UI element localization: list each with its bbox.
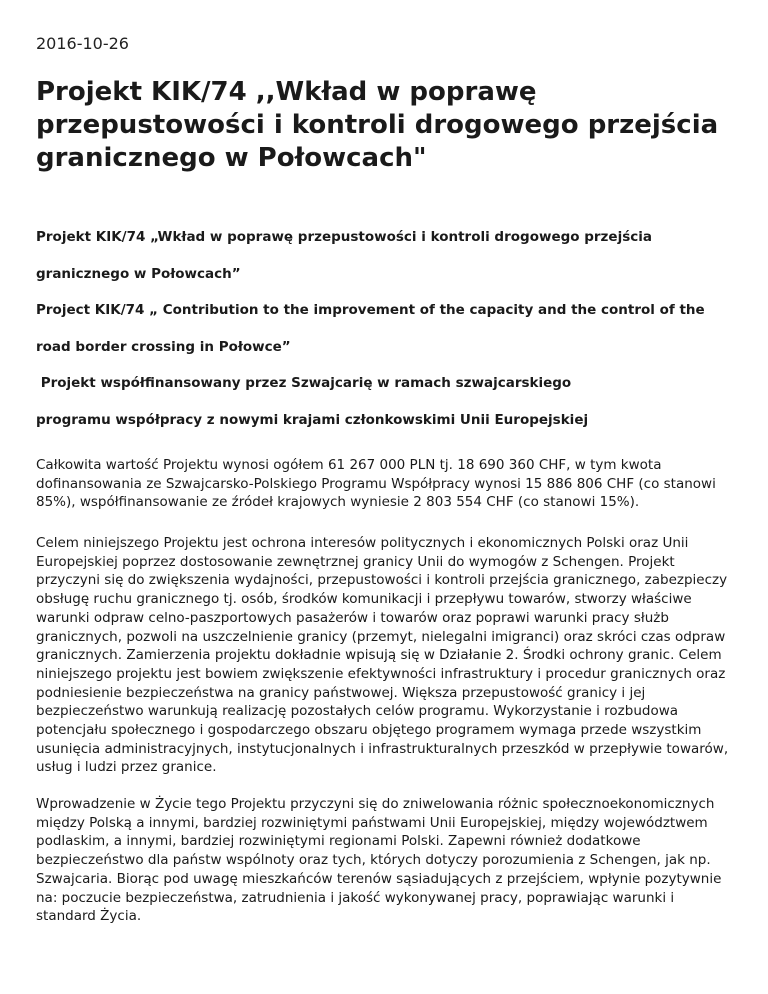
- bold-line-project-en-2: road border crossing in Połowce”: [36, 338, 291, 355]
- paragraph-project-impact: Wprowadzenie w Życie tego Projektu przyczyni się do zniwelowania różnic społecznoekonomicznych między Polską a innymi, bardziej rozwiniętymi państwami Unii Europejskiej, między województwem podlaskim, a innymi, bardziej rozwiniętymi regionami Polski. Zapewni również dodatkowe bezpieczeństwo dla państw wspólnoty oraz tych, których dotyczy porozumienia z Schengen, jak np. Szwajcaria. Biorąc pod uwagę mieszkańców terenów sąsiadujących z przejściem, wpłynie pozytywnie na: poczucie bezpieczeństwa, zatrudnienia i jakość wykonywanej pracy, poprawiając warunki i standard Życia.: [36, 796, 722, 925]
- paragraph-project-value: Całkowita wartość Projektu wynosi ogółem 61 267 000 PLN tj. 18 690 360 CHF, w tym kwota dofinansowania ze Szwajcarsko-Polskiego Programu Współpracy wynosi 15 886 806 CHF (co stanowi 85%), współfinansowanie ze źródeł krajowych wyniesie 2 803 554 CHF (co stanowi 15%).: [36, 457, 716, 511]
- bold-line-cofinance-2: programu współpracy z nowymi krajami członkowskimi Unii Europejskiej: [36, 411, 589, 428]
- bold-line-cofinance-1: Projekt współfinansowany przez Szwajcarię w ramach szwajcarskiego: [36, 375, 572, 391]
- page-title: Projekt KIK/74 ,,Wkład w poprawę przepustowości i kontroli drogowego przejścia granicznego w Połowcach": [36, 77, 719, 173]
- project-header-block: [36, 228, 736, 447]
- bold-line-project-pl-2: granicznego w Połowcach”: [36, 265, 241, 282]
- bold-line-project-pl-1: Projekt KIK/74 „Wkład w poprawę przepustowości i kontroli drogowego przejścia: [36, 229, 652, 245]
- paragraph-project-goal: Celem niniejszego Projektu jest ochrona interesów politycznych i ekonomicznych Polski oraz Unii Europejskiej poprzez dostosowanie zewnętrznej granicy Unii do wymogów z Schengen. Projekt przyczyni się do zwiększenia wydajności, przepustowości i kontroli przejścia granicznego, zabezpieczy obsługę ruchu granicznego tj. osób, środków komunikacji i przepływu towarów, stworzy właściwe warunki odpraw celno-paszportowych pasażerów i towarów oraz poprawi warunki pracy służb granicznych, pozwoli na uszczelnienie granicy (przemyt, nielegalni imigranci) oraz skróci czas odpraw granicznych. Zamierzenia projektu dokładnie wpisują się w Działanie 2. Środki ochrony granic. Celem niniejszego projektu jest bowiem zwiększenie efektywności infrastruktury i procedur granicznych oraz podniesienie bezpieczeństwa na granicy państwowej. Większa przepustowość granicy i jej bezpieczeństwo warunkują realizację pozostałych celów programu. Wykorzystanie i rozbudowa potencjału społecznego i gospodarczego obszaru objętego programem wymaga przede wszystkim usunięcia administracyjnych, instytucjonalnych i infrastrukturalnych przeszkód w przepływie towarów, usług i ludzi przez granice.: [36, 535, 729, 776]
- publication-date: 2016-10-26: [36, 34, 129, 53]
- bold-line-project-en-1: Project KIK/74 „ Contribution to the improvement of the capacity and the control of the: [36, 302, 705, 318]
